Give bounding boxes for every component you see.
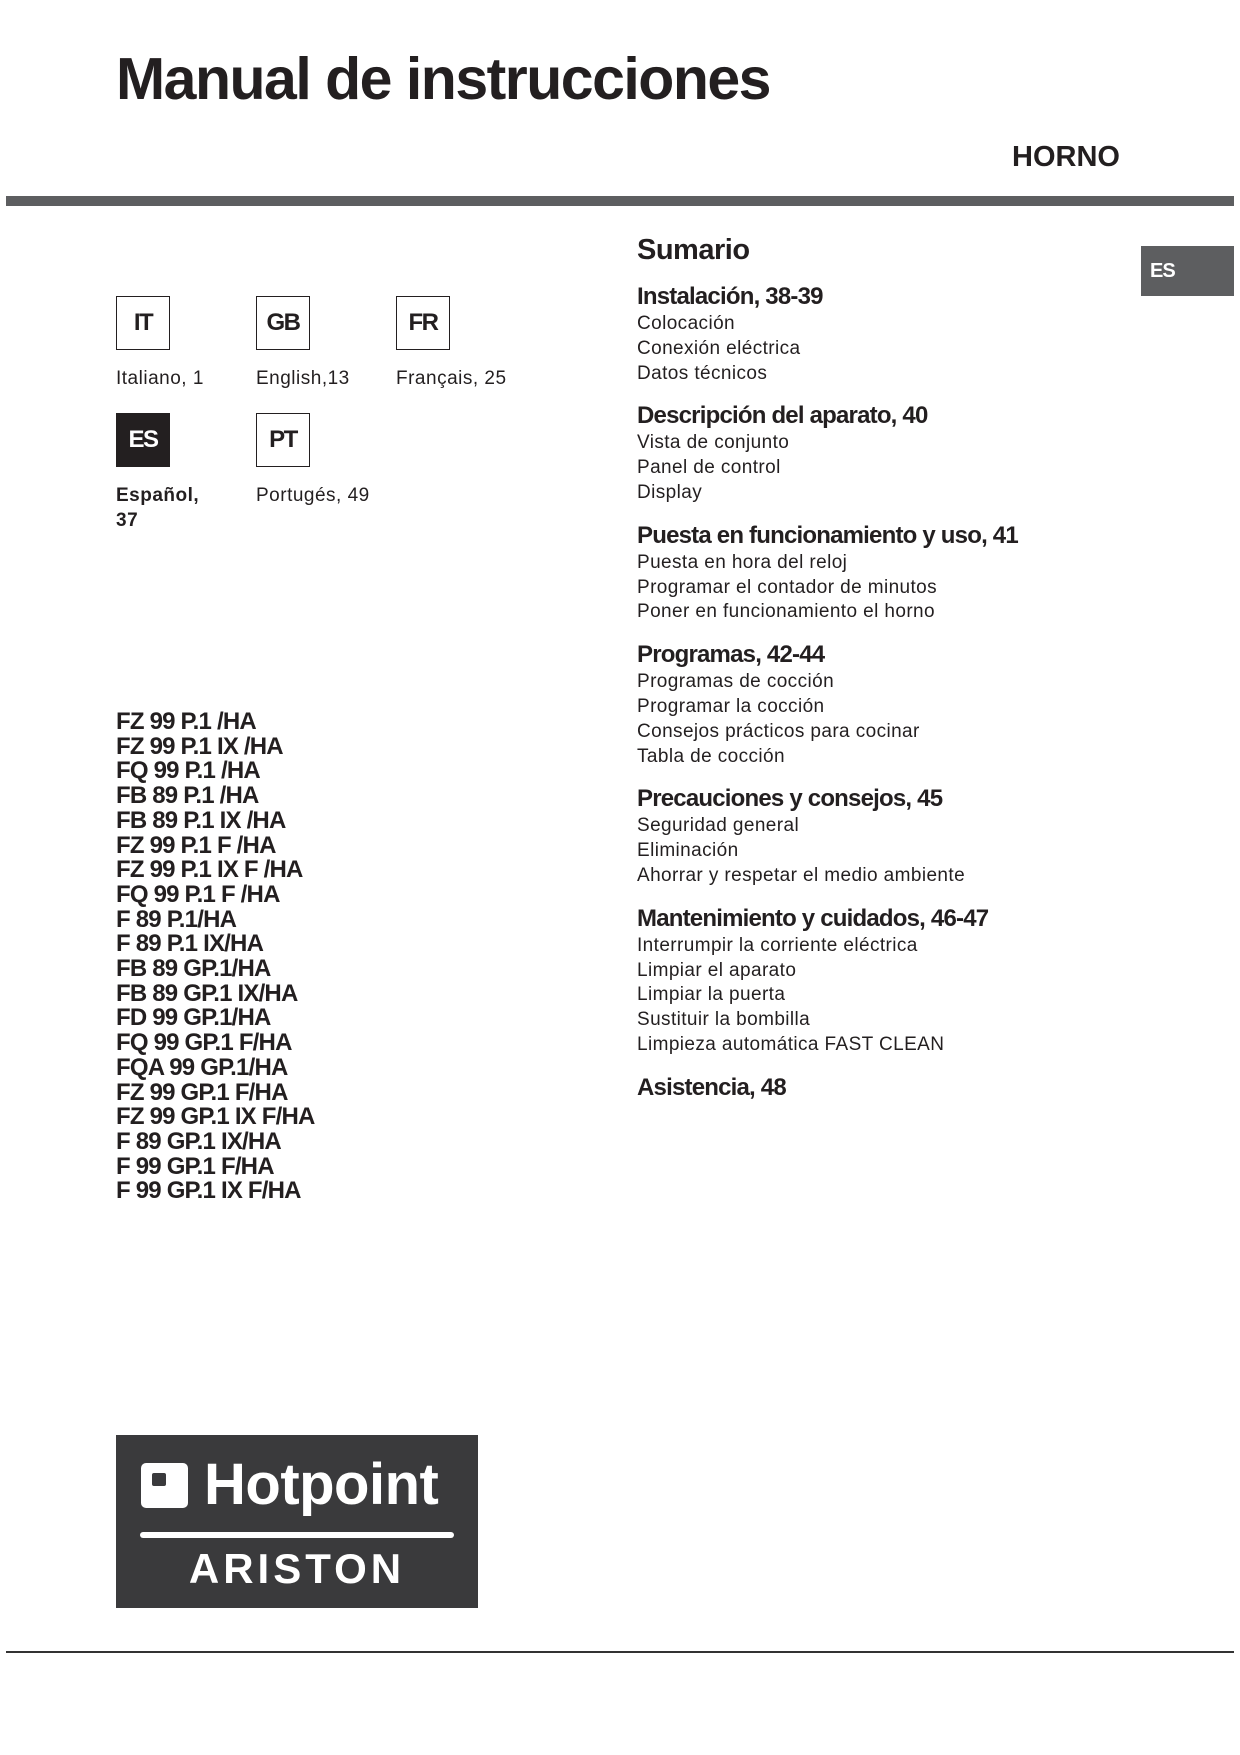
table-of-contents — [637, 232, 1137, 1117]
language-it[interactable] — [116, 296, 266, 391]
toc-item[interactable]: Ahorrar y respetar el medio ambiente — [637, 864, 966, 886]
toc-item[interactable]: Poner en funcionamiento el horno — [637, 601, 935, 623]
logo-square-icon — [141, 1463, 188, 1508]
model-item: F 99 GP.1 IX F/HA — [116, 1177, 301, 1205]
toc-item[interactable]: Programar el contador de minutos — [637, 576, 938, 598]
toc-item[interactable]: Colocación — [637, 313, 735, 334]
toc-item[interactable]: Programar la cocción — [637, 695, 825, 717]
toc-item[interactable]: Tabla de cocción — [637, 745, 785, 767]
language-label: Español, 37 — [116, 485, 200, 531]
logo-brand-bottom: ARISTON — [188, 1545, 406, 1592]
toc-title: Sumario — [637, 234, 750, 266]
model-item: FB 89 GP.1 IX/HA — [116, 979, 298, 1007]
logo-brand-top: Hotpoint — [204, 1452, 439, 1517]
toc-item[interactable]: Seguridad general — [637, 815, 800, 837]
toc-section-instalacion — [637, 281, 1137, 386]
toc-item[interactable]: Conexión eléctrica — [637, 337, 801, 359]
toc-item[interactable]: Limpiar el aparato — [637, 959, 797, 981]
toc-section-puesta — [637, 520, 1137, 625]
language-es[interactable] — [116, 413, 266, 533]
language-code-box: FR — [396, 296, 450, 350]
toc-heading[interactable]: Programas, 42-44 — [637, 641, 825, 669]
language-gb[interactable] — [256, 296, 406, 391]
model-item: FZ 99 P.1 IX /HA — [116, 732, 283, 760]
model-item: FB 89 P.1 IX /HA — [116, 806, 286, 834]
toc-heading[interactable]: Mantenimiento y cuidados, 46-47 — [637, 904, 989, 932]
language-label: Français, 25 — [396, 368, 507, 389]
toc-section-precauciones — [637, 783, 1137, 888]
model-item: FZ 99 P.1 /HA — [116, 708, 256, 735]
language-code-box: PT — [256, 413, 310, 467]
model-item: FQ 99 P.1 /HA — [116, 757, 260, 785]
toc-item[interactable]: Limpiar la puerta — [637, 984, 786, 1006]
page-title: Manual de instrucciones — [116, 46, 770, 112]
toc-section-mantenimiento — [637, 903, 1137, 1058]
model-item: FZ 99 GP.1 F/HA — [116, 1078, 288, 1106]
language-code-box: GB — [256, 296, 310, 350]
model-item: F 89 P.1/HA — [116, 905, 237, 933]
toc-item[interactable]: Panel de control — [637, 457, 781, 479]
toc-section-programas — [637, 639, 1137, 769]
toc-item[interactable]: Puesta en hora del reloj — [637, 551, 848, 573]
toc-item[interactable]: Sustituir la bombilla — [637, 1009, 811, 1031]
language-label: Italiano, 1 — [116, 368, 204, 389]
toc-item[interactable]: Consejos prácticos para cocinar — [637, 720, 920, 742]
toc-item[interactable]: Datos técnicos — [637, 362, 768, 384]
model-item: F 89 P.1 IX/HA — [116, 930, 264, 958]
toc-heading[interactable]: Descripción del aparato, 40 — [637, 402, 928, 430]
model-item: FQ 99 P.1 F /HA — [116, 880, 280, 908]
toc-item[interactable]: Interrumpir la corriente eléctrica — [637, 934, 918, 956]
model-item: F 89 GP.1 IX/HA — [116, 1127, 281, 1155]
toc-item[interactable]: Programas de cocción — [637, 671, 835, 693]
toc-heading[interactable]: Instalación, 38-39 — [637, 283, 823, 310]
model-item: F 99 GP.1 F/HA — [116, 1152, 274, 1180]
model-item: FZ 99 P.1 IX F /HA — [116, 856, 303, 884]
footer-rule — [6, 1651, 1234, 1653]
model-item: FB 89 GP.1/HA — [116, 955, 271, 983]
model-item: FZ 99 GP.1 IX F/HA — [116, 1103, 315, 1131]
product-type: HORNO — [1012, 141, 1120, 173]
model-item: FD 99 GP.1/HA — [116, 1004, 271, 1032]
language-pt[interactable] — [256, 413, 406, 508]
model-item: FQA 99 GP.1/HA — [116, 1053, 288, 1081]
toc-item[interactable]: Display — [637, 481, 703, 503]
logo-divider — [140, 1532, 454, 1538]
toc-item[interactable]: Limpieza automática FAST CLEAN — [637, 1033, 945, 1055]
language-label: Portugés, 49 — [256, 485, 370, 506]
model-item: FB 89 P.1 /HA — [116, 782, 259, 810]
model-item: FQ 99 GP.1 F/HA — [116, 1029, 292, 1057]
header-rule — [6, 196, 1234, 206]
toc-section-asistencia — [637, 1072, 1137, 1103]
brand-logo — [116, 1435, 478, 1608]
toc-heading[interactable]: Asistencia, 48 — [637, 1073, 786, 1101]
language-code-box: IT — [116, 296, 170, 350]
toc-item[interactable]: Eliminación — [637, 840, 739, 862]
language-label: English,13 — [256, 368, 350, 389]
toc-item[interactable]: Vista de conjunto — [637, 432, 790, 454]
model-item: FZ 99 P.1 F /HA — [116, 831, 276, 859]
toc-heading[interactable]: Puesta en funcionamiento y uso, 41 — [637, 521, 1018, 549]
toc-heading[interactable]: Precauciones y consejos, 45 — [637, 785, 943, 813]
toc-section-descripcion — [637, 400, 1137, 505]
model-list — [116, 710, 315, 1204]
language-tab-es: ES — [1141, 246, 1234, 296]
language-code-box: ES — [116, 413, 170, 467]
language-fr[interactable] — [396, 296, 546, 391]
